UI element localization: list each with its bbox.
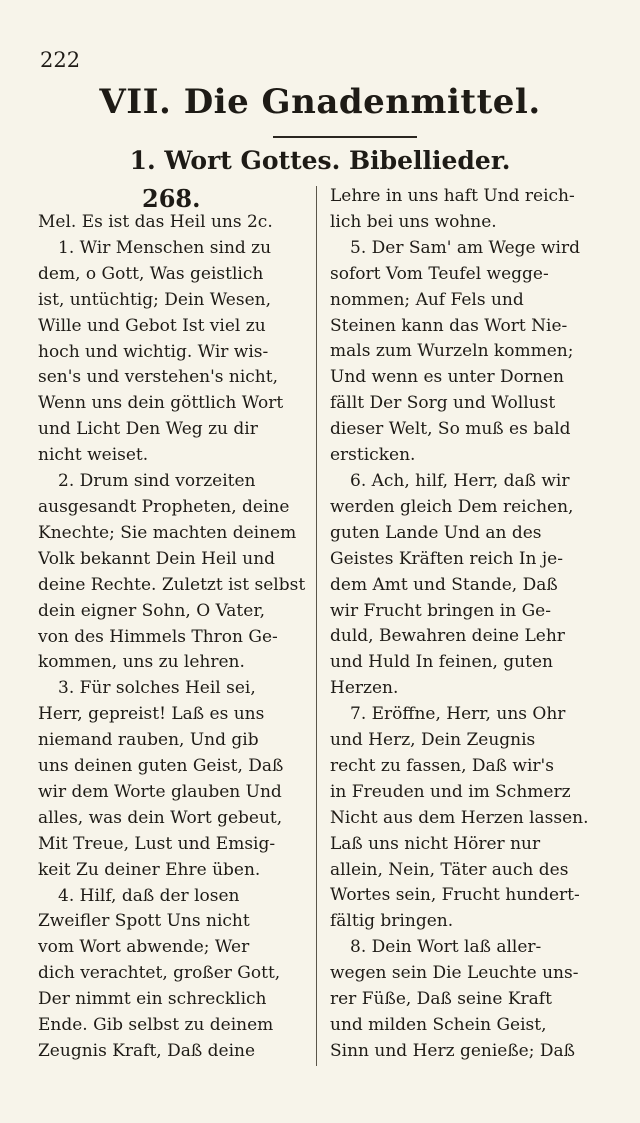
text-line: deine Rechte. Zuletzt ist selbst xyxy=(38,574,306,595)
text-line: 4. Hilf, daß der losen xyxy=(58,885,240,906)
right-column xyxy=(330,184,598,1065)
text-line: fällt Der Sorg und Wollust xyxy=(330,393,556,414)
text-line: 1. Wir Menschen sind zu xyxy=(58,237,272,258)
section-title: 1. Wort Gottes. Bibellieder. xyxy=(129,146,511,175)
text-line: dieser Welt, So muß es bald xyxy=(330,419,571,440)
text-line: kommen, uns zu lehren. xyxy=(38,652,245,673)
text-line: 3. Für solches Heil sei, xyxy=(58,678,256,699)
text-line: 5. Der Sam' am Wege wird xyxy=(350,237,580,258)
text-line: guten Lande Und an des xyxy=(330,522,542,543)
text-line: sofort Vom Teufel wegge- xyxy=(330,263,549,284)
text-line: und milden Schein Geist, xyxy=(330,1015,547,1035)
text-line: hoch und wichtig. Wir wis- xyxy=(38,341,269,362)
text-line: Zeugnis Kraft, Daß deine xyxy=(38,1041,256,1061)
text-line: Wenn uns dein göttlich Wort xyxy=(38,393,284,414)
text-line: duld, Bewahren deine Lehr xyxy=(330,626,565,647)
text-line: 2. Drum sind vorzeiten xyxy=(58,471,256,492)
text-line: niemand rauben, Und gib xyxy=(38,730,259,751)
text-line: und Herz, Dein Zeugnis xyxy=(330,730,536,751)
text-line: Laß uns nicht Hörer nur xyxy=(330,833,541,854)
text-line: uns deinen guten Geist, Daß xyxy=(38,756,284,777)
text-line: Und wenn es unter Dornen xyxy=(330,367,564,388)
column-rule xyxy=(316,186,317,1066)
text-line: Steinen kann das Wort Nie- xyxy=(330,315,568,336)
text-line: lich bei uns wohne. xyxy=(330,211,497,232)
text-line: dein eigner Sohn, O Vater, xyxy=(38,600,265,621)
text-line: Knechte; Sie machten deinem xyxy=(38,522,297,543)
text-line: fältig bringen. xyxy=(330,911,454,932)
text-line: 6. Ach, hilf, Herr, daß wir xyxy=(350,470,570,491)
text-line: dem Amt und Stande, Daß xyxy=(330,574,558,595)
text-line: Herzen. xyxy=(330,678,399,699)
text-line: alles, was dein Wort gebeut, xyxy=(38,807,283,828)
text-line: sen's und verstehen's nicht, xyxy=(38,367,278,388)
text-line: wir dem Worte glauben Und xyxy=(38,781,282,802)
text-line: dem, o Gott, Was geistlich xyxy=(38,263,264,284)
text-line: Ende. Gib selbst zu deinem xyxy=(38,1015,274,1036)
text-line: ist, untüchtig; Dein Wesen, xyxy=(38,289,271,310)
text-line: allein, Nein, Täter auch des xyxy=(330,859,569,880)
text-line: recht zu fassen, Daß wir's xyxy=(330,755,554,776)
text-line: Wille und Gebot Ist viel zu xyxy=(38,315,266,336)
text-line: Geistes Kräften reich In je- xyxy=(330,548,563,569)
text-line: wegen sein Die Leuchte uns- xyxy=(330,963,579,984)
text-line: Wortes sein, Frucht hundert- xyxy=(330,885,580,906)
text-line: keit Zu deiner Ehre üben. xyxy=(38,859,261,880)
text-line: wir Frucht bringen in Ge- xyxy=(330,600,551,621)
text-line: von des Himmels Thron Ge- xyxy=(38,626,278,647)
text-line: Der nimmt ein schrecklich xyxy=(38,989,267,1010)
left-column xyxy=(38,184,306,1065)
text-line: 7. Eröffne, Herr, uns Ohr xyxy=(350,704,566,725)
text-line: 8. Dein Wort laß aller- xyxy=(350,937,542,958)
text-line: Herr, gepreist! Laß es uns xyxy=(38,704,265,725)
text-line: Mel. Es ist das Heil uns 2c. xyxy=(38,212,273,232)
text-line: nicht weiset. xyxy=(38,445,149,466)
text-line: und Licht Den Weg zu dir xyxy=(38,419,258,440)
text-line: Sinn und Herz genieße; Daß xyxy=(330,1040,575,1061)
text-line: Lehre in uns haft Und reich- xyxy=(330,186,575,206)
text-line: in Freuden und im Schmerz xyxy=(330,781,571,802)
text-line: ersticken. xyxy=(330,445,416,466)
text-line: Volk bekannt Dein Heil und xyxy=(38,548,276,569)
text-line: vom Wort abwende; Wer xyxy=(38,937,250,958)
text-line: werden gleich Dem reichen, xyxy=(330,496,574,517)
text-line: Nicht aus dem Herzen lassen. xyxy=(330,807,589,828)
chapter-title: VII. Die Gnadenmittel. xyxy=(99,82,541,122)
text-line: Mit Treue, Lust und Emsig- xyxy=(38,833,276,854)
page-number: 222 xyxy=(40,48,81,72)
text-line: ausgesandt Propheten, deine xyxy=(38,496,290,517)
text-line: Zweifler Spott Uns nicht xyxy=(38,911,250,932)
hymn-number: 268. xyxy=(142,184,201,213)
title-rule xyxy=(273,136,417,138)
text-line: dich verachtet, großer Gott, xyxy=(38,963,281,984)
text-line: nommen; Auf Fels und xyxy=(330,289,524,310)
text-line: und Huld In feinen, guten xyxy=(330,652,553,673)
text-line: mals zum Wurzeln kommen; xyxy=(330,341,574,362)
text-line: rer Füße, Daß seine Kraft xyxy=(330,989,552,1010)
